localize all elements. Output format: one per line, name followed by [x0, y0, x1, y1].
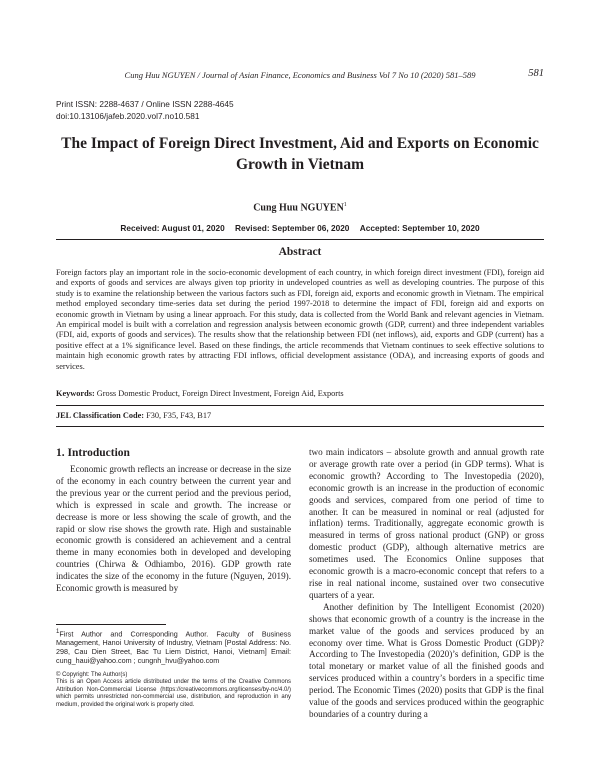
author-footnote: [56, 628, 291, 665]
right-column: [309, 447, 544, 721]
article-dates: [0, 223, 600, 233]
jel-text: F30, F35, F43, B17: [146, 411, 212, 420]
received-date: Received: August 01, 2020: [120, 223, 225, 233]
issn-line: Print ISSN: 2288-4637 / Online ISSN 2288-4645: [56, 99, 234, 109]
copyright-notice: [56, 672, 291, 709]
divider-keywords: [56, 405, 544, 406]
title-line-2: Growth in Vietnam: [235, 156, 365, 173]
keywords-text: Gross Domestic Product, Foreign Direct Investment, Foreign Aid, Exports: [96, 389, 344, 398]
publication-info: [56, 98, 234, 122]
title-line-1: The Impact of Foreign Direct Investment, Aid and Exports on Economic: [61, 135, 539, 152]
author-name: [0, 202, 600, 213]
section-heading-introduction: 1. Introduction: [56, 447, 130, 459]
revised-date: Revised: September 06, 2020: [235, 223, 350, 233]
copyright-line: © Copyright: The Author(s): [56, 672, 128, 678]
abstract-body: Foreign factors play an important role in the socio-economic development of each country, in which foreign direct investment (FDI), foreign aid and exports of goods and services are always given top priority in undeveloped countries as well as developing countries. The purpose of this study is to examine the relationship between the various factors such as FDI, foreign aid, exports and economic growth in Vietnam. The empirical method employed secondary time-series data set during the period 1997-2018 to determine the impact of FDI, foreign aid and exports on economic growth in Vietnam by using a linear approach. For this study, data is collected from the World Bank and relevant agencies in Vietnam. An empirical model is built with a correlation and regression analysis between economic growth (GDP, current) and three independent variables (FDI, aid, exports of goods and services). The results show that the relationship between FDI (net inflows), aid, exports and GDP (current) has a positive effect at a 1% significance level. Based on these findings, the article recommends that Vietnam continues to seek effective solutions to maintain high economic growth rates by attracting FDI inflows, official development assistance (ODA), and increasing exports of goods and services.: [56, 268, 544, 371]
footnote-rule: [56, 624, 166, 625]
keywords: [56, 389, 544, 398]
jel-label: JEL Classification Code:: [56, 411, 145, 420]
accepted-date: Accepted: September 10, 2020: [359, 223, 480, 233]
keywords-label: Keywords:: [56, 389, 95, 398]
doi-line: doi:10.13106/jafeb.2020.vol7.no10.581: [56, 111, 200, 121]
divider-top: [56, 239, 544, 240]
left-column: [56, 464, 291, 595]
intro-paragraph-2: two main indicators – absolute growth and annual growth rate or average growth rate over a period (in GDP terms). What is economic growth? According to The Investopedia (2020), economic growth is an increase in the production of economic goods and services, compared from one period of time to another. It can be measured in nominal or real (adjusted for inflation) terms. Traditionally, aggregate economic growth is measured in terms of gross national product (GNP) or gross domestic product (GDP), although alternative metrics are sometimes used. The Economics Online supposes that economic growth is a macro-economic concept that refers to a rise in real national income, sustained over two consecutive quarters of a year.: [309, 447, 544, 600]
author-affiliation-mark: 1: [343, 202, 347, 208]
jel-codes: [56, 411, 544, 420]
footnote-text: First Author and Corresponding Author. Faculty of Business Management, Hanoi University of Industry, Vietnam [Postal Address: No. 298, Cau Dien Street, Bac Tu Liem District, Hanoi, Vietnam] Email: cung_haui@yahoo.com ; cungnh_hvu@yahoo.com: [56, 629, 291, 666]
intro-paragraph-3: Another definition by The Intelligent Economist (2020) shows that economic growth of a country is the increase in the market value of the goods and services produced by an economy over time. What is Gross Domestic Product (GDP)? According to The Investopedia (2020)’s definition, GDP is the total monetary or market value of all the finished goods and services produced within a country’s borders in a specific time period. The Economic Times (2020) posits that GDP is the final value of the goods and services produced within the geographic boundaries of a country during a: [309, 601, 544, 719]
abstract-heading: Abstract: [278, 246, 322, 258]
license-text: This is an Open Access article distributed under the terms of the Creative Commons Attribution Non-Commercial License (https://creativecommons.org/licenses/by-nc/4.0/) which permits unrestricted non-commercial use, distribution, and reproduction in any medium, provided the original work is properly cited.: [56, 679, 291, 708]
running-head-citation: Cung Huu NGUYEN / Journal of Asian Finance, Economics and Business Vol 7 No 10 (2020) 581–589: [124, 70, 476, 80]
footnote-mark: 1: [56, 629, 60, 635]
article-title: [60, 133, 540, 175]
page-number: 581: [528, 68, 544, 79]
intro-paragraph-1: Economic growth reflects an increase or decrease in the size of the economy in each country between the current year and the previous year or the current period and the previous period, which is expressed in scale and growth. The increase or decrease is more or less showing the scale of growth, and the rapid or slow rise shows the growth rate. High and sustainable economic growth is considered an achievement and a central theme in many economies both in developed and developing countries (Chirwa & Odhiambo, 2016). GDP growth rate indicates the size of the economy in the future (Nguyen, 2019). Economic growth is measured by: [56, 464, 291, 594]
author-name-text: Cung Huu NGUYEN: [253, 202, 344, 214]
divider-bottom: [56, 426, 544, 427]
